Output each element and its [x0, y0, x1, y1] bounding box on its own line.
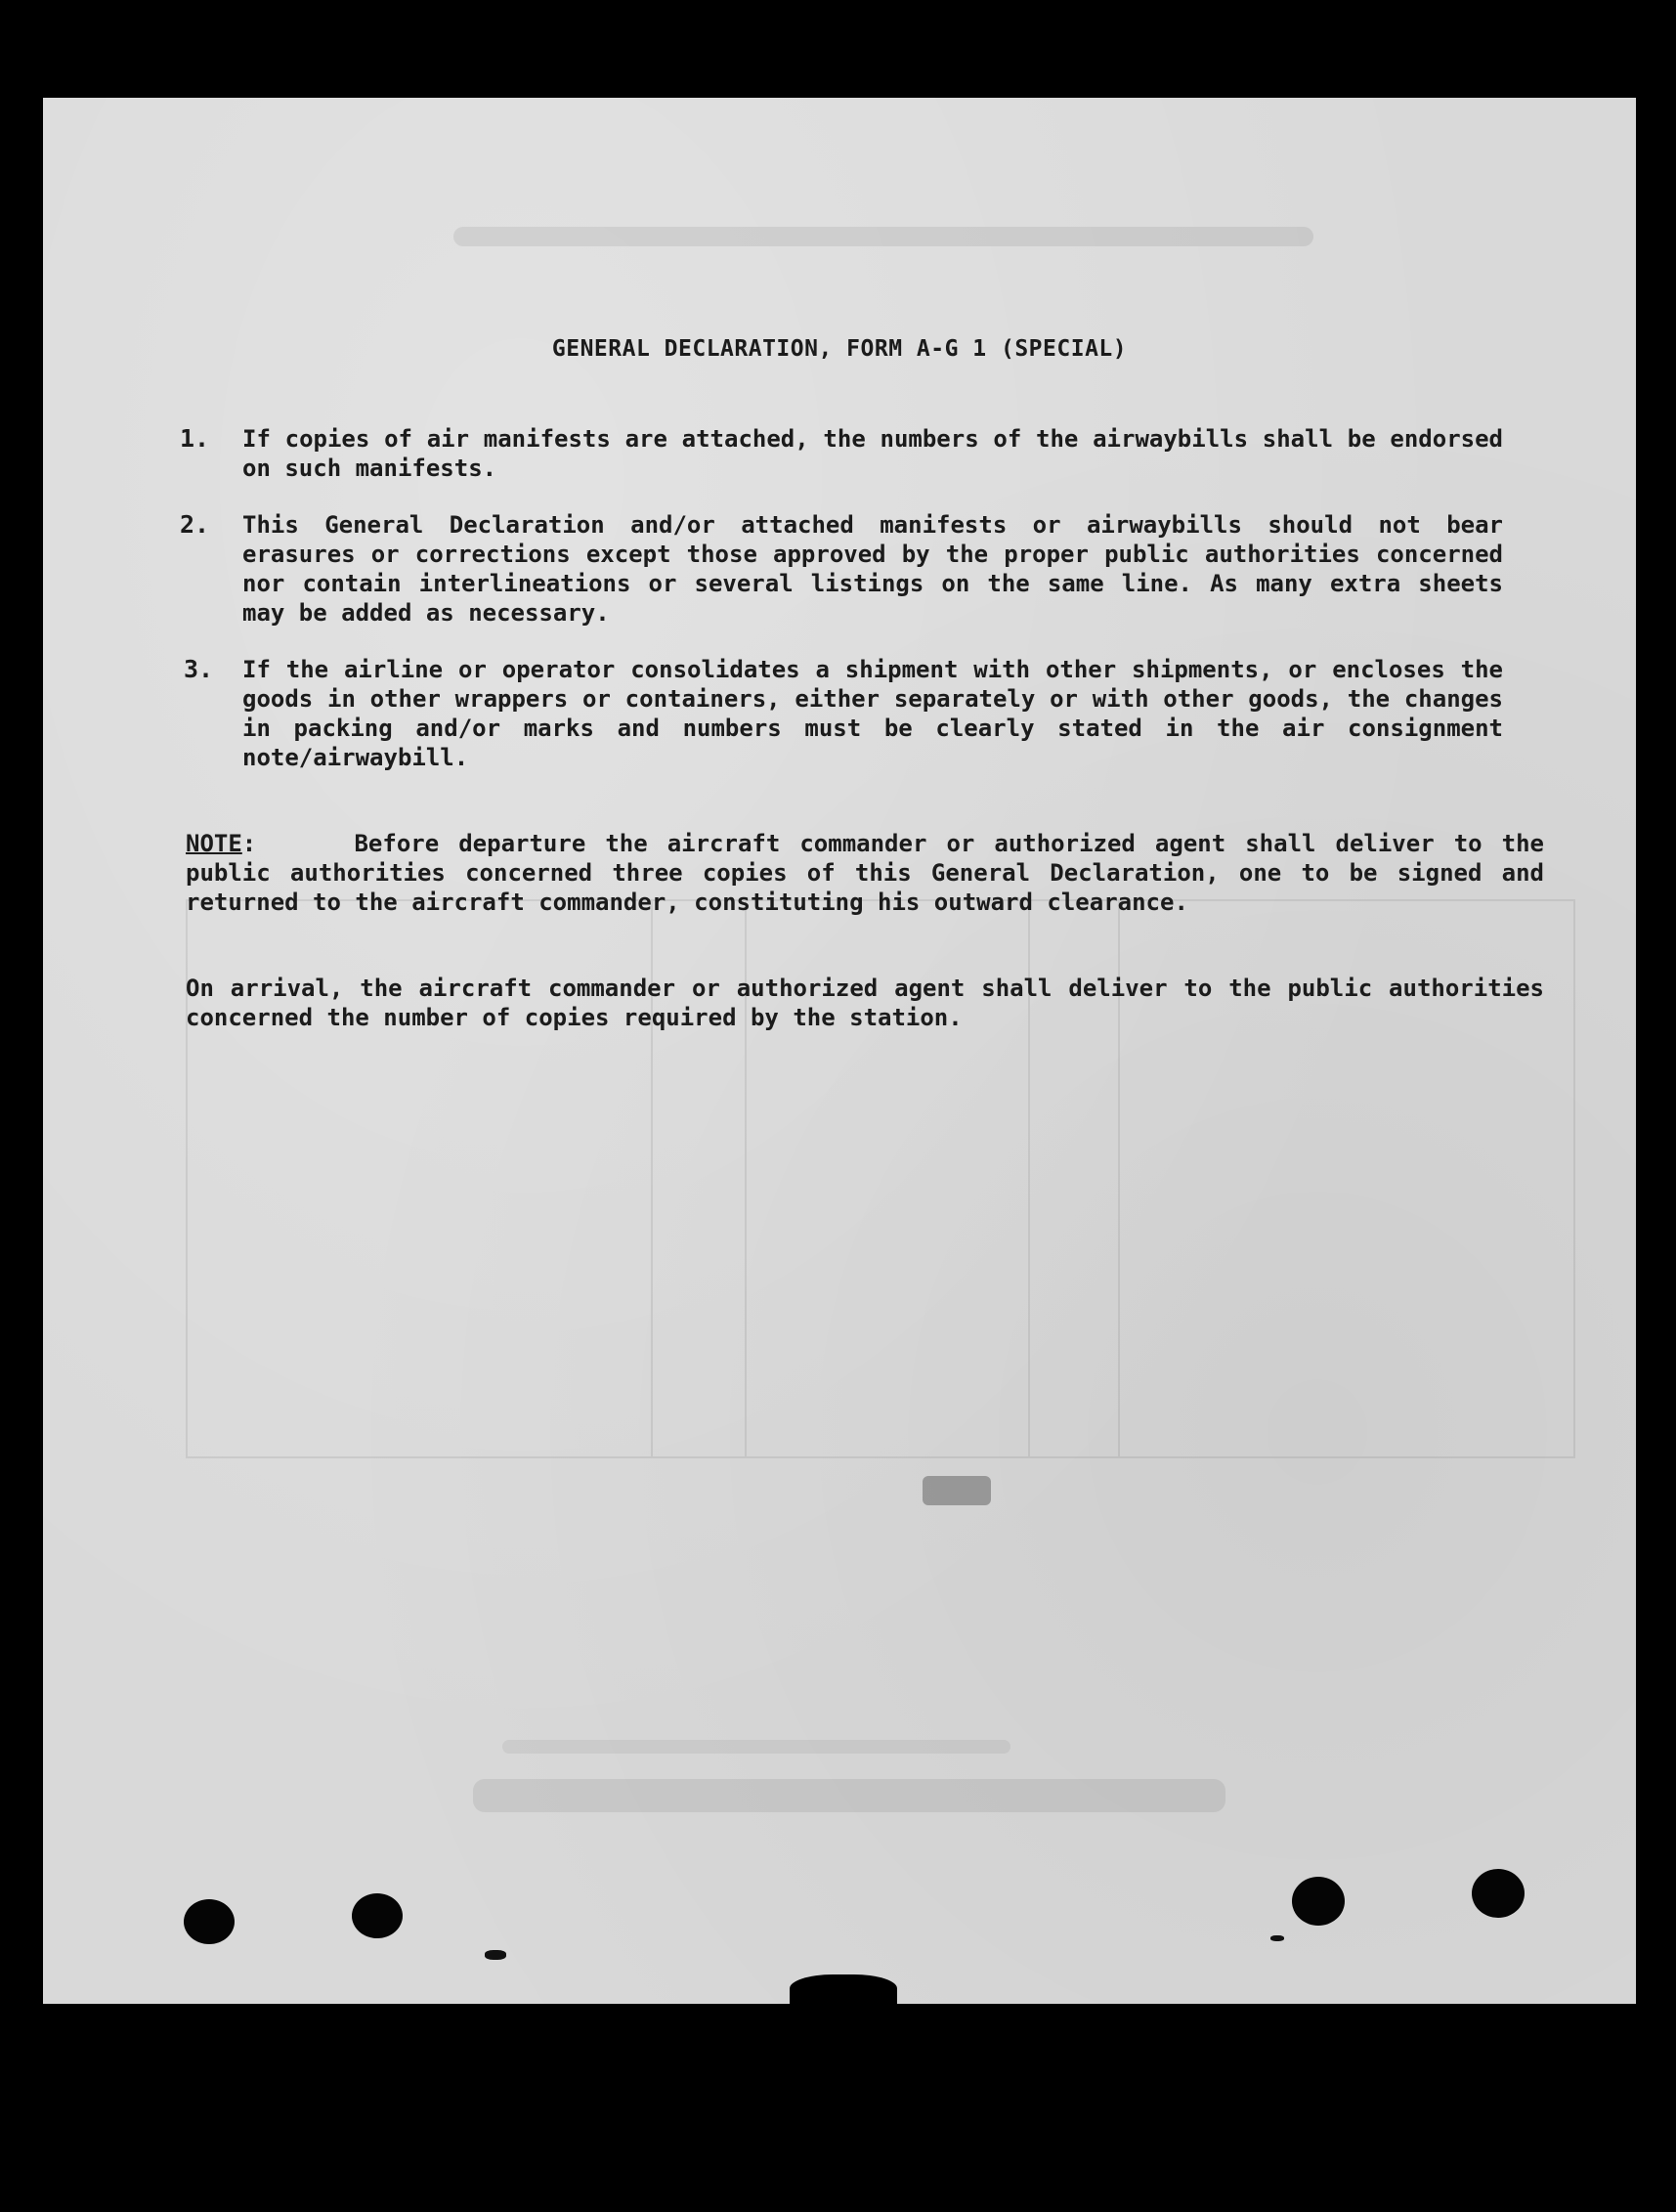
item-number: 1.	[180, 424, 210, 453]
departure-note	[186, 829, 1544, 917]
punch-hole	[352, 1893, 403, 1938]
item-text: This General Declaration and/or attached manifests or airwaybills should not bear erasures or corrections except those approved by the proper public authorities concerned nor contain interlineations or several listings on the same line. As many extra sheets may be added as necessary.	[242, 511, 1503, 627]
arrival-paragraph: On arrival, the aircraft commander or authorized agent shall deliver to the public authorities concerned the number of copies required by the station.	[186, 975, 1544, 1031]
punch-hole	[1292, 1877, 1345, 1926]
punch-hole	[1472, 1869, 1525, 1918]
item-text: If the airline or operator consolidates a shipment with other shipments, or encloses the goods in other wrappers or containers, either separately or with other goods, the changes in packing and/or marks and numbers must be clearly stated in the air consignment note/airwaybill.	[242, 656, 1503, 771]
note-label: NOTE	[186, 830, 242, 857]
note-text: Before departure the aircraft commander or authorized agent shall deliver to the public authorities concerned three copies of this General Declaration, one to be signed and returned to the aircraft commander, constituting his outward clearance.	[186, 830, 1544, 916]
punch-hole	[184, 1899, 235, 1944]
paper-tear	[790, 1974, 897, 2010]
ink-speck	[1270, 1935, 1284, 1941]
show-through-heading	[453, 227, 1313, 246]
item-text: If copies of air manifests are attached, the numbers of the airwaybills shall be endorsed on such manifests.	[242, 425, 1503, 482]
paper-sheet	[43, 98, 1636, 2004]
show-through-stamp	[923, 1476, 991, 1505]
item-number: 2.	[180, 510, 210, 539]
show-through-footer	[473, 1779, 1225, 1812]
note-label-colon: :	[241, 830, 257, 857]
item-number: 3.	[184, 655, 214, 683]
show-through-footer-line	[502, 1740, 1010, 1754]
form-title: GENERAL DECLARATION, FORM A-G 1 (SPECIAL)	[551, 336, 1128, 362]
ink-speck	[485, 1950, 506, 1960]
